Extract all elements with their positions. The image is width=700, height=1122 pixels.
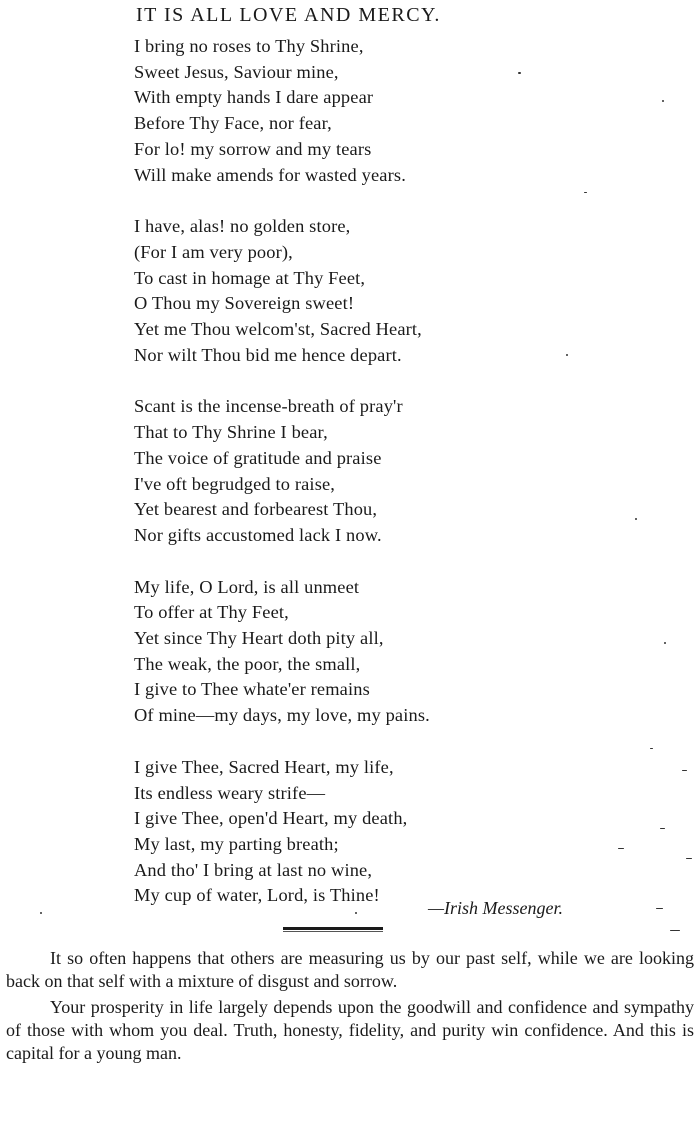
poem-line: I bring no roses to Thy Shrine, (134, 36, 364, 56)
scan-speck (656, 908, 663, 909)
poem-line: I give to Thee whate'er remains (134, 679, 370, 700)
stanza-2 (134, 214, 654, 368)
stanza-4 (134, 575, 654, 729)
scan-speck (566, 354, 568, 356)
poem-title: IT IS ALL LOVE AND MERCY. (136, 4, 441, 26)
poem-line: With empty hands I dare appear (134, 87, 374, 108)
poem-line: Before Thy Face, nor fear, (134, 113, 332, 134)
prose-paragraph: It so often happens that others are measuring us by our past self, while we are looking back on that self with a mixture of disgust and sorrow. (6, 948, 694, 992)
poem-line: And tho' I bring at last no wine, (134, 859, 373, 880)
poem-body (134, 34, 654, 935)
scan-speck (40, 912, 42, 914)
poem-line: Scant is the incense-breath of pray'r (134, 396, 403, 417)
scan-speck (662, 100, 664, 102)
stanza-5 (134, 755, 654, 909)
stanza-1 (134, 34, 654, 188)
scan-speck (355, 912, 357, 914)
poem-line: Yet me Thou welcom'st, Sacred Heart, (134, 319, 422, 340)
scan-speck (518, 72, 521, 74)
scan-speck (584, 192, 587, 193)
poem-line: Its endless weary strife— (134, 782, 326, 803)
poem-line: My life, O Lord, is all unmeet (134, 576, 360, 597)
stanza-3 (134, 394, 654, 548)
poem-line: (For I am very poor), (134, 241, 293, 262)
poem-line: Sweet Jesus, Saviour mine, (134, 61, 339, 82)
poem-line: To cast in homage at Thy Feet, (134, 267, 366, 288)
poem-line: Yet since Thy Heart doth pity all, (134, 628, 384, 649)
poem-line: The voice of gratitude and praise (134, 447, 382, 468)
poem-line: Nor wilt Thou bid me hence depart. (134, 344, 402, 365)
poem-line: Of mine—my days, my love, my pains. (134, 705, 430, 726)
prose-paragraph: Your prosperity in life largely depends upon the goodwill and confidence and sympathy of those with whom you deal. Truth, honesty, fidelity, and purity win confidence. And this is capital for a young man. (6, 996, 694, 1064)
scan-speck (686, 858, 692, 859)
scan-speck (660, 828, 665, 829)
scan-speck (635, 518, 637, 520)
poem-line: My last, my parting breath; (134, 833, 339, 854)
poem-line: Yet bearest and forbearest Thou, (134, 499, 378, 520)
section-divider-underline (283, 931, 383, 932)
scan-speck (618, 848, 624, 849)
poem-line: To offer at Thy Feet, (134, 602, 289, 623)
poem-line: That to Thy Shrine I bear, (134, 422, 328, 443)
poem-attribution: —Irish Messenger. (428, 898, 563, 918)
poem-line: I've oft begrudged to raise, (134, 473, 336, 494)
section-divider (283, 927, 383, 930)
poem-line: Will make amends for wasted years. (134, 164, 406, 185)
scan-speck (650, 748, 653, 749)
poem-line: I have, alas! no golden store, (134, 216, 351, 237)
poem-line: Nor gifts accustomed lack I now. (134, 524, 382, 545)
scan-speck (682, 770, 687, 771)
poem-line: My cup of water, Lord, is Thine! (134, 885, 380, 906)
poem-line: I give Thee, Sacred Heart, my life, (134, 756, 394, 777)
poem-line: O Thou my Sovereign sweet! (134, 293, 355, 314)
poem-line: For lo! my sorrow and my tears (134, 138, 372, 159)
scan-speck (664, 642, 666, 644)
prose-section (6, 947, 694, 1067)
poem-line: The weak, the poor, the small, (134, 653, 361, 674)
poem-line: I give Thee, open'd Heart, my death, (134, 808, 408, 829)
scan-speck (670, 930, 680, 931)
